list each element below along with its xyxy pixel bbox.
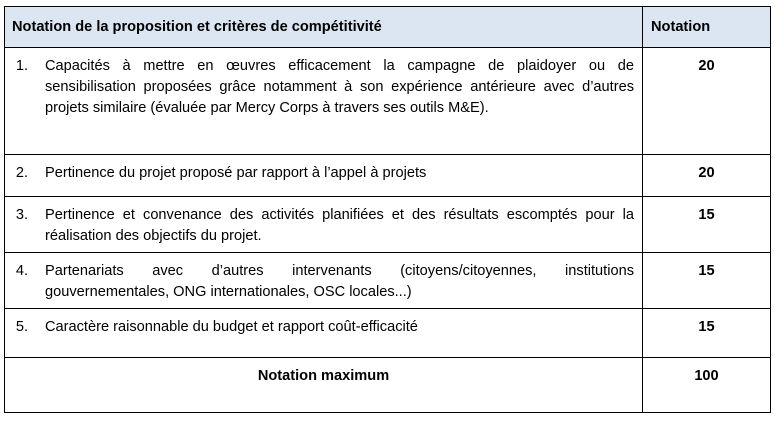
- criterion-cell: [5, 309, 643, 358]
- criterion-score: 15: [643, 309, 771, 358]
- criterion-number: 5.: [15, 319, 28, 335]
- score-header: Notation: [643, 7, 771, 48]
- criterion-text: Pertinence du projet proposé par rapport à l’appel à projets: [45, 165, 427, 181]
- header-row: [5, 7, 771, 48]
- total-row: [5, 358, 771, 413]
- criterion-number: 4.: [15, 263, 28, 279]
- criterion-score: 20: [643, 155, 771, 197]
- total-label: Notation maximum: [5, 358, 643, 413]
- table-row: [5, 155, 771, 197]
- criterion-score: 15: [643, 253, 771, 309]
- criterion-score: 15: [643, 197, 771, 253]
- criterion-text: Capacités à mettre en œuvres efficacement la campagne de plaidoyer ou de sensibilisation proposées grâce notamment à son expérience antérieure avec d’autres projets similaire (évaluée par Mercy Corps à travers ses outils M&E).: [45, 58, 634, 116]
- criterion-cell: [5, 48, 643, 155]
- criterion-cell: [5, 197, 643, 253]
- table-row: [5, 48, 771, 155]
- table-row: [5, 253, 771, 309]
- criterion-text: Partenariats avec d’autres intervenants (citoyens/citoyennes, institutions gouvernementales, ONG internationales, OSC locales...): [45, 263, 634, 300]
- criteria-header: Notation de la proposition et critères de compétitivité: [5, 7, 643, 48]
- scoring-table: [4, 6, 771, 413]
- table-row: [5, 197, 771, 253]
- criterion-number: 2.: [15, 165, 28, 181]
- criterion-number: 3.: [15, 207, 28, 223]
- criterion-number: 1.: [15, 58, 28, 74]
- total-score: 100: [643, 358, 771, 413]
- table-row: [5, 309, 771, 358]
- criterion-cell: [5, 253, 643, 309]
- criterion-text: Pertinence et convenance des activités planifiées et des résultats escomptés pour la réalisation des objectifs du projet.: [45, 207, 634, 244]
- criterion-cell: [5, 155, 643, 197]
- criterion-score: 20: [643, 48, 771, 155]
- criterion-text: Caractère raisonnable du budget et rapport coût-efficacité: [45, 319, 418, 335]
